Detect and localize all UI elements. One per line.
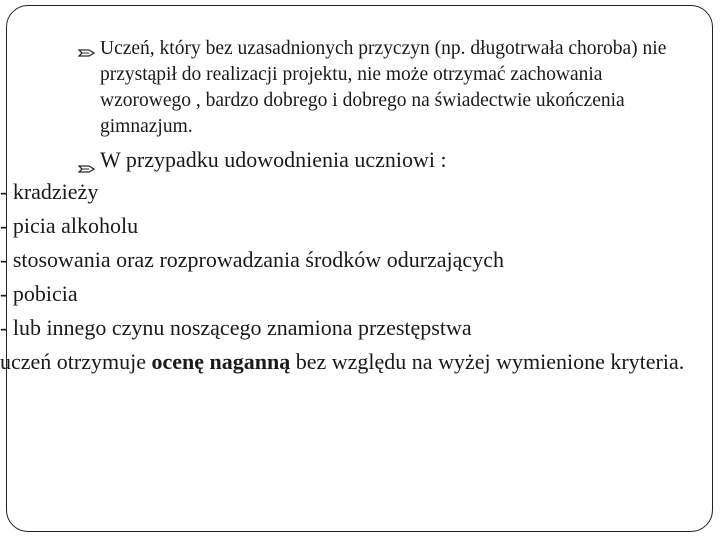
bullet-text-proof: W przypadku udowodnienia uczniowi : <box>100 147 447 172</box>
offense-list-item: - picia alkoholu <box>0 213 139 238</box>
ribbon-bullet-icon <box>78 42 96 68</box>
ribbon-bullet-icon <box>78 154 96 184</box>
offense-list-item: - pobicia <box>0 281 78 306</box>
offense-list-item: - stosowania oraz rozprowadzania środków odurzających <box>0 247 504 272</box>
offense-list-item: - kradzieży <box>0 179 99 204</box>
conclusion-text <box>0 345 698 379</box>
slide-content <box>0 36 698 379</box>
bullet-text-project: Uczeń, który bez uzasadnionych przyczyn (np. długotrwała choroba) nie przystąpił do realizacji projektu, nie może otrzymać zachowania wzorowego , bardzo dobrego i dobrego na świadectwie ukończenia gimnazjum. <box>100 38 667 137</box>
offense-list-item: - lub innego czynu noszącego znamiona przestępstwa <box>0 315 472 340</box>
conclusion-emphasis: ocenę naganną <box>151 349 291 374</box>
conclusion-after: bez względu na wyżej wymienione kryteria. <box>290 349 685 374</box>
conclusion-before: uczeń otrzymuje <box>0 349 152 374</box>
bullet-item-project <box>78 36 698 140</box>
bullet-item-proof <box>78 145 698 175</box>
offense-list <box>0 175 698 345</box>
